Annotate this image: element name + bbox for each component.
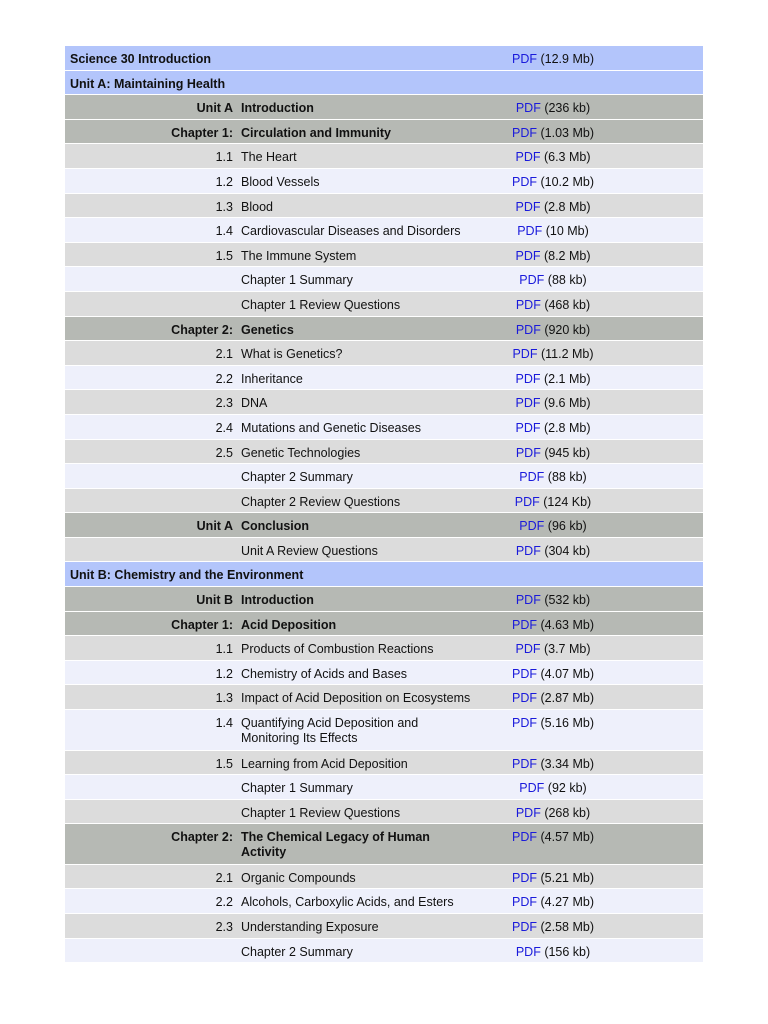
- row-title: Chapter 2 Summary: [241, 944, 353, 959]
- file-size: (10.2 Mb): [540, 174, 594, 189]
- pdf-link[interactable]: PDF: [515, 150, 541, 165]
- file-size: (88 kb): [547, 470, 587, 485]
- row-title: Unit A Review Questions: [241, 543, 378, 558]
- file-size: (4.57 Mb): [540, 830, 594, 845]
- table-row: [65, 939, 703, 964]
- table-row: [65, 865, 703, 890]
- file-size: (5.16 Mb): [540, 716, 594, 731]
- table-row: [65, 685, 703, 710]
- row-number: Unit A: [196, 519, 233, 534]
- pdf-cell: [483, 52, 623, 66]
- row-title: Mutations and Genetic Diseases: [241, 420, 421, 435]
- pdf-cell: [483, 781, 623, 795]
- row-title: Circulation and Immunity: [241, 125, 392, 140]
- file-size: (2.58 Mb): [540, 920, 594, 934]
- pdf-cell: [483, 347, 623, 361]
- pdf-cell: [483, 323, 623, 337]
- row-number: 2.4: [215, 420, 233, 435]
- pdf-link[interactable]: PDF: [515, 101, 541, 116]
- table-row: [65, 46, 703, 71]
- file-size: (10 Mb): [545, 224, 589, 239]
- row-number: Chapter 1:: [171, 617, 233, 632]
- table-row: [65, 775, 703, 800]
- file-size: (4.63 Mb): [540, 617, 594, 632]
- pdf-cell: [483, 273, 623, 287]
- row-number: Unit B: [196, 593, 233, 608]
- row-title: Alcohols, Carboxylic Acids, and Esters: [241, 895, 454, 910]
- table-row: [65, 914, 703, 939]
- pdf-cell: [483, 895, 623, 909]
- file-size: (2.1 Mb): [543, 371, 591, 386]
- pdf-cell: [483, 920, 623, 934]
- pdf-cell: [483, 871, 623, 885]
- pdf-link[interactable]: PDF: [512, 716, 537, 731]
- table-row: [65, 292, 703, 317]
- pdf-cell: [483, 249, 623, 263]
- row-number: 1.2: [215, 666, 233, 681]
- row-title: The Heart: [241, 150, 297, 165]
- row-number: 1.2: [215, 174, 233, 189]
- row-title: Impact of Acid Deposition on Ecosystems: [241, 691, 471, 706]
- pdf-link[interactable]: PDF: [515, 445, 541, 460]
- pdf-cell: [483, 421, 623, 435]
- pdf-cell: [483, 224, 623, 238]
- file-size: (3.7 Mb): [543, 642, 591, 657]
- file-size: (532 kb): [544, 593, 591, 608]
- pdf-link[interactable]: PDF: [512, 347, 538, 362]
- pdf-cell: [483, 495, 623, 509]
- table-row: [65, 390, 703, 415]
- pdf-link[interactable]: PDF: [512, 870, 537, 885]
- row-title: Blood Vessels: [241, 174, 320, 189]
- row-number: 2.3: [215, 920, 233, 934]
- row-title: Quantifying Acid Deposition and Monitoring Its Effects: [241, 716, 419, 746]
- pdf-link[interactable]: PDF: [519, 470, 545, 485]
- pdf-link[interactable]: PDF: [515, 371, 541, 386]
- file-size: (92 kb): [547, 781, 587, 796]
- row-title: Chapter 1 Summary: [241, 781, 353, 796]
- row-title: Genetics: [241, 322, 294, 337]
- table-row: [65, 889, 703, 914]
- table-row: [65, 144, 703, 169]
- row-title: Learning from Acid Deposition: [241, 756, 408, 771]
- pdf-cell: [483, 372, 623, 386]
- pdf-link[interactable]: PDF: [515, 593, 541, 608]
- table-row: [65, 464, 703, 489]
- pdf-link[interactable]: PDF: [512, 174, 537, 189]
- pdf-link[interactable]: PDF: [519, 519, 545, 534]
- pdf-link[interactable]: PDF: [515, 543, 541, 558]
- row-title: The Chemical Legacy of Human Activity: [241, 830, 430, 860]
- file-size: (920 kb): [544, 322, 591, 337]
- pdf-cell: [483, 150, 623, 164]
- row-number: 2.1: [215, 870, 233, 885]
- pdf-cell: [483, 200, 623, 214]
- file-size: (5.21 Mb): [540, 870, 594, 885]
- table-row: [65, 710, 703, 751]
- table-row: [65, 194, 703, 219]
- file-size: (304 kb): [544, 543, 591, 558]
- pdf-link[interactable]: PDF: [512, 52, 537, 66]
- table-row: [65, 169, 703, 194]
- file-size: (6.3 Mb): [543, 150, 591, 165]
- table-of-contents: [65, 46, 703, 963]
- row-number: Chapter 2:: [171, 322, 233, 337]
- table-row: [65, 751, 703, 776]
- row-number: 1.3: [215, 199, 233, 214]
- table-row: [65, 267, 703, 292]
- pdf-link[interactable]: PDF: [514, 494, 540, 509]
- table-row: [65, 636, 703, 661]
- file-size: (236 kb): [544, 101, 591, 116]
- row-title: Inheritance: [241, 371, 303, 386]
- unit-heading: Unit B: Chemistry and the Environment: [70, 568, 304, 583]
- pdf-link[interactable]: PDF: [519, 273, 545, 288]
- file-size: (1.03 Mb): [540, 125, 594, 140]
- pdf-cell: [483, 667, 623, 681]
- pdf-cell: [483, 691, 623, 705]
- row-number: 1.3: [215, 691, 233, 706]
- table-row: [65, 317, 703, 342]
- pdf-cell: [483, 544, 623, 558]
- pdf-link[interactable]: PDF: [512, 666, 537, 681]
- row-number: 2.2: [215, 895, 233, 910]
- table-row: [65, 120, 703, 145]
- pdf-cell: [483, 593, 623, 607]
- pdf-link[interactable]: PDF: [515, 420, 541, 435]
- file-size: (3.34 Mb): [540, 756, 594, 771]
- document-title: Science 30 Introduction: [70, 52, 212, 66]
- row-number: 1.1: [215, 150, 233, 165]
- row-number: 2.1: [215, 347, 233, 362]
- table-row: [65, 440, 703, 465]
- row-number: Unit A: [196, 101, 233, 116]
- row-number: 2.3: [215, 396, 233, 411]
- file-size: (124 Kb): [543, 494, 592, 509]
- table-row: [65, 587, 703, 612]
- pdf-cell: [483, 126, 623, 140]
- file-size: (156 kb): [544, 944, 591, 959]
- pdf-link[interactable]: PDF: [512, 756, 537, 771]
- row-title: Chapter 1 Summary: [241, 273, 353, 288]
- row-title: Acid Deposition: [241, 617, 337, 632]
- file-size: (88 kb): [547, 273, 587, 288]
- pdf-cell: [483, 519, 623, 533]
- pdf-link[interactable]: PDF: [517, 224, 543, 239]
- table-row: [65, 489, 703, 514]
- file-size: (8.2 Mb): [543, 248, 591, 263]
- pdf-cell: [483, 298, 623, 312]
- row-number: Chapter 1:: [171, 125, 233, 140]
- row-number: 1.4: [215, 224, 233, 239]
- pdf-link[interactable]: PDF: [512, 920, 537, 934]
- table-row: [65, 341, 703, 366]
- table-row: [65, 366, 703, 391]
- pdf-cell: [483, 945, 623, 959]
- file-size: (945 kb): [544, 445, 591, 460]
- pdf-link[interactable]: PDF: [512, 895, 537, 910]
- row-number: 1.5: [215, 756, 233, 771]
- file-size: (268 kb): [544, 805, 591, 820]
- pdf-link[interactable]: PDF: [515, 297, 541, 312]
- row-title: Chapter 1 Review Questions: [241, 805, 401, 820]
- row-title: Genetic Technologies: [241, 445, 361, 460]
- row-number: 1.4: [215, 716, 233, 731]
- row-number: 2.5: [215, 445, 233, 460]
- row-number: Chapter 2:: [171, 830, 233, 845]
- pdf-cell: [483, 618, 623, 632]
- pdf-cell: [483, 716, 623, 730]
- table-row: [65, 562, 703, 587]
- file-size: (4.07 Mb): [540, 666, 594, 681]
- pdf-link[interactable]: PDF: [515, 396, 541, 411]
- file-size: (4.27 Mb): [540, 895, 594, 910]
- file-size: (11.2 Mb): [540, 347, 594, 362]
- pdf-cell: [483, 470, 623, 484]
- row-title: Chapter 2 Summary: [241, 470, 353, 485]
- pdf-cell: [483, 175, 623, 189]
- pdf-link[interactable]: PDF: [519, 781, 545, 796]
- table-row: [65, 612, 703, 637]
- pdf-cell: [483, 101, 623, 115]
- file-size: (468 kb): [544, 297, 591, 312]
- table-row: [65, 95, 703, 120]
- table-row: [65, 824, 703, 865]
- pdf-link[interactable]: PDF: [512, 617, 537, 632]
- row-title: Products of Combustion Reactions: [241, 642, 434, 657]
- row-title: Introduction: [241, 593, 314, 608]
- table-row: [65, 243, 703, 268]
- pdf-link[interactable]: PDF: [515, 322, 541, 337]
- row-title: Organic Compounds: [241, 870, 356, 885]
- pdf-link[interactable]: PDF: [515, 805, 541, 820]
- file-size: (2.8 Mb): [543, 199, 591, 214]
- unit-heading: Unit A: Maintaining Health: [70, 76, 226, 91]
- row-title: Chemistry of Acids and Bases: [241, 666, 408, 681]
- pdf-cell: [483, 446, 623, 460]
- table-row: [65, 538, 703, 563]
- pdf-link[interactable]: PDF: [515, 642, 541, 657]
- table-row: [65, 661, 703, 686]
- row-title: Chapter 2 Review Questions: [241, 494, 401, 509]
- table-row: [65, 415, 703, 440]
- pdf-link[interactable]: PDF: [512, 125, 537, 140]
- pdf-link[interactable]: PDF: [515, 248, 541, 263]
- row-number: 1.1: [215, 642, 233, 657]
- row-title: The Immune System: [241, 248, 357, 263]
- pdf-cell: [483, 830, 623, 844]
- row-title: Blood: [241, 199, 273, 214]
- row-number: 2.2: [215, 371, 233, 386]
- pdf-link[interactable]: PDF: [515, 199, 541, 214]
- table-row: [65, 218, 703, 243]
- row-title: What is Genetics?: [241, 347, 343, 362]
- pdf-cell: [483, 757, 623, 771]
- row-title: Conclusion: [241, 519, 310, 534]
- table-row: [65, 513, 703, 538]
- row-number: 1.5: [215, 248, 233, 263]
- pdf-link[interactable]: PDF: [515, 944, 541, 959]
- file-size: (2.87 Mb): [540, 691, 594, 706]
- row-title: Introduction: [241, 101, 314, 116]
- table-row: [65, 71, 703, 96]
- row-title: Cardiovascular Diseases and Disorders: [241, 224, 461, 239]
- row-title: Understanding Exposure: [241, 920, 379, 934]
- file-size: (9.6 Mb): [543, 396, 591, 411]
- file-size: (96 kb): [547, 519, 587, 534]
- pdf-link[interactable]: PDF: [512, 691, 537, 706]
- row-title: Chapter 1 Review Questions: [241, 297, 401, 312]
- pdf-cell: [483, 806, 623, 820]
- pdf-link[interactable]: PDF: [512, 830, 537, 845]
- pdf-cell: [483, 396, 623, 410]
- file-size: (12.9 Mb): [540, 52, 594, 66]
- file-size: (2.8 Mb): [543, 420, 591, 435]
- table-row: [65, 800, 703, 825]
- row-title: DNA: [241, 396, 268, 411]
- pdf-cell: [483, 642, 623, 656]
